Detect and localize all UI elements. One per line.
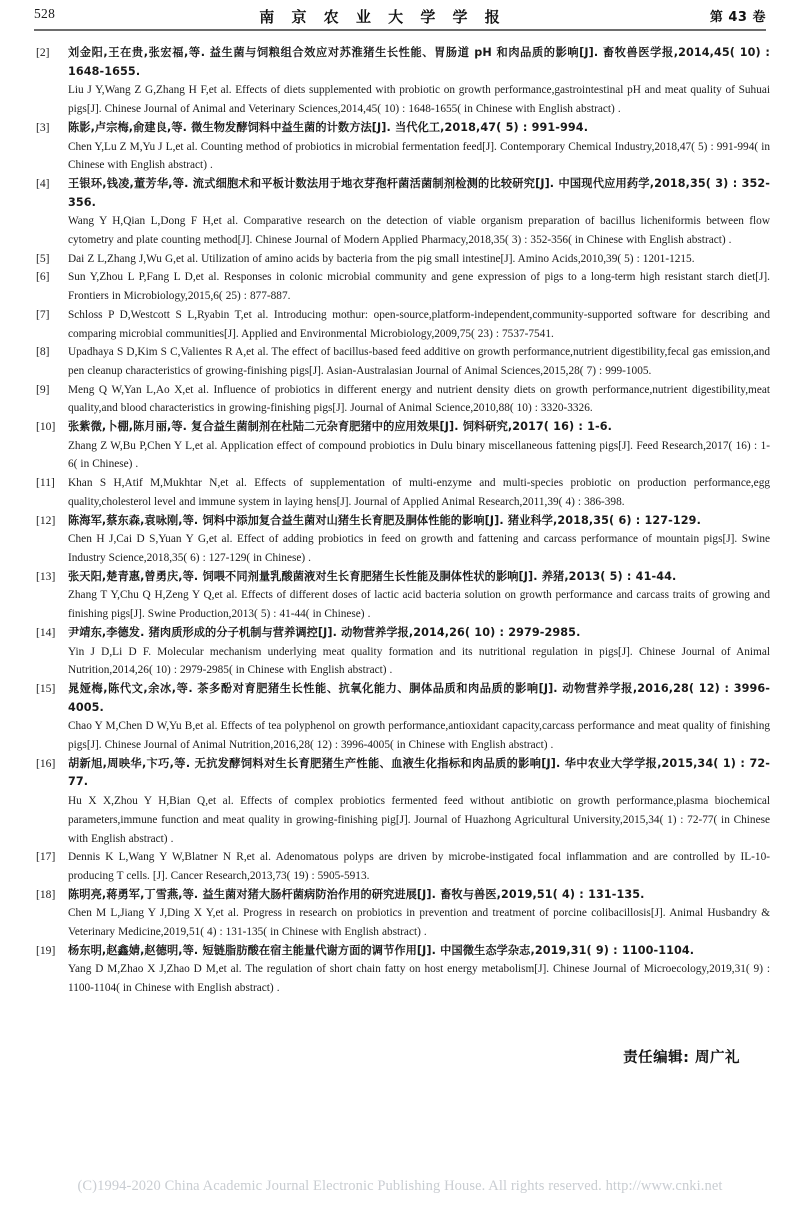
reference-entry xyxy=(34,175,770,250)
reference-body xyxy=(68,474,770,511)
reference-line-chinese: 刘金阳,王在贵,张宏福,等. 益生菌与饲粮组合效应对苏淮猪生长性能、胃肠道 pH 和肉品质的影响[J]. 畜牧兽医学报,2014,45( 10) : 1648-1655. xyxy=(68,46,770,78)
reference-entry xyxy=(34,512,770,568)
reference-line-chinese: 张紫微,卜棚,陈月丽,等. 复合益生菌制剂在杜陆二元杂育肥猪中的应用效果[J]. 饲料研究,2017( 16) : 1-6. xyxy=(68,420,612,434)
reference-entry xyxy=(34,755,770,849)
page-header xyxy=(34,6,766,30)
reference-line-english: Hu X X,Zhou Y H,Bian Q,et al. Effects of complex probiotics fermented feed without antibiotic on growth performance,plasma biochemical parameters,immune function and meat quality in growing-finishing pig[J]. Journal of Huazhong Agricultural University,2015,34( 1) : 72-77( in Chinese with English abstract) . xyxy=(68,795,770,845)
reference-line-chinese: 陈影,卢宗梅,俞建良,等. 微生物发酵饲料中益生菌的计数方法[J]. 当代化工,2018,47( 5) : 991-994. xyxy=(68,120,589,134)
reference-number: [2] xyxy=(36,46,50,59)
reference-body xyxy=(68,848,770,885)
reference-line-chinese: 王银环,钱凌,董芳华,等. 流式细胞术和平板计数法用于地衣芽孢杆菌活菌制剂检测的比较研究[J]. 中国现代应用药学,2018,35( 3) : 352-356. xyxy=(68,176,770,209)
reference-line-english: Liu J Y,Wang Z G,Zhang H F,et al. Effects of diets supplemented with probiotic on growth performance,gastrointestinal pH and meat quality of Suhuai pigs[J]. Chinese Journal of Animal and Veterinary Sciences,2014,45( 10) : 1648-1655( in Chinese with English abstract) . xyxy=(68,84,770,116)
cnki-watermark: (C)1994-2020 China Academic Journal Electronic Publishing House. All rights reserved. http://www.cnki.net xyxy=(77,1178,723,1194)
reference-entry xyxy=(34,848,770,885)
reference-body xyxy=(68,381,770,418)
responsible-editor: 责任编辑: 周广礼 xyxy=(623,1050,740,1066)
reference-line-english: Chen Y,Lu Z M,Yu J L,et al. Counting method of probiotics in microbial fermentation feed[J]. Contemporary Chemical Industry,2018,47( 5) : 991-994( in Chinese with English abstract) . xyxy=(68,140,770,172)
reference-number: [11] xyxy=(36,476,55,490)
reference-number: [6] xyxy=(36,270,50,284)
reference-body xyxy=(68,680,770,755)
reference-number: [4] xyxy=(36,176,50,190)
reference-entry xyxy=(34,624,770,680)
reference-body xyxy=(68,942,770,998)
reference-entry xyxy=(34,306,770,343)
reference-number: [7] xyxy=(36,307,50,321)
reference-entry xyxy=(34,680,770,755)
reference-body xyxy=(68,119,770,175)
reference-line-english: Chao Y M,Chen D W,Yu B,et al. Effects of tea polyphenol on growth performance,antioxidant capacity,carcass performance and meat quality of finishing pigs[J]. Chinese Journal of Animal Nutrition,2016,28( 12) : 3996-4005( in Chinese with English abstract) . xyxy=(68,720,770,752)
reference-entry xyxy=(34,942,770,998)
reference-line-chinese: 陈明亮,蒋勇军,丁雪燕,等. 益生菌对猪大肠杆菌病防治作用的研究进展[J]. 畜牧与兽医,2019,51( 4) : 131-135. xyxy=(68,887,645,901)
reference-line-english: Dennis K L,Wang Y W,Blatner N R,et al. Adenomatous polyps are driven by microbe-instigated focal inflammation and are controlled by IL-10-producing T cells. [J]. Cancer Research,2013,73( 19) : 5905-5913. xyxy=(68,851,770,882)
reference-list xyxy=(34,44,770,998)
reference-body xyxy=(68,44,770,119)
reference-line-english: Chen M L,Jiang Y J,Ding X Y,et al. Progress in research on probiotics in prevention and treatment of porcine colibacillosis[J]. Animal Husbandry & Veterinary Medicine,2019,51( 4) : 131-135( in Chinese with English abstract) . xyxy=(68,907,770,939)
reference-body xyxy=(68,624,770,680)
reference-body xyxy=(68,755,770,849)
reference-entry xyxy=(34,119,770,175)
reference-body xyxy=(68,250,770,269)
reference-entry xyxy=(34,343,770,380)
reference-body xyxy=(68,512,770,568)
reference-body xyxy=(68,343,770,380)
reference-number: [9] xyxy=(36,382,50,396)
reference-line-chinese: 尹靖东,李德发. 猪肉质形成的分子机制与营养调控[J]. 动物营养学报,2014,26( 10) : 2979-2985. xyxy=(68,625,581,639)
reference-line-english: Zhang T Y,Chu Q H,Zeng Y Q,et al. Effects of different doses of lactic acid bacteria solution on growth performance and carcass traits of growing and finishing pigs[J]. Swine Production,2013( 5) : 41-44( in Chinese) . xyxy=(68,589,770,621)
reference-entry xyxy=(34,474,770,511)
reference-line-chinese: 陈海军,蔡东森,袁咏刚,等. 饲料中添加复合益生菌对山猪生长育肥及胴体性能的影响[J]. 猪业科学,2018,35( 6) : 127-129. xyxy=(68,513,701,527)
reference-line-english: Sun Y,Zhou L P,Fang L D,et al. Responses in colonic microbial community and gene expression of pigs to a long-term high resistant starch diet[J]. Frontiers in Microbiology,2015,6( 25) : 877-887. xyxy=(68,271,770,303)
reference-body xyxy=(68,175,770,250)
volume-label: 第 43 卷 xyxy=(709,10,766,25)
reference-number: [3] xyxy=(36,120,50,134)
reference-number: [17] xyxy=(36,850,56,864)
reference-line-english: Wang Y H,Qian L,Dong F H,et al. Comparative research on the detection of viable organism preparation of bacillus licheniformis between flow cytometry and plate counting method[J]. Chinese Journal of Modern Applied Pharmacy,2018,35( 3) : 352-356( in Chinese with English abstract) . xyxy=(68,215,770,247)
reference-number: [5] xyxy=(36,251,50,265)
reference-line-english: Chen H J,Cai D S,Yuan Y G,et al. Effect of adding probiotics in feed on growth and fattening and carcass performance of mountain pigs[J]. Swine Industry Science,2018,35( 6) : 127-129( in Chinese) . xyxy=(68,533,770,564)
reference-line-chinese: 晁娅梅,陈代文,余冰,等. 茶多酚对育肥猪生长性能、抗氧化能力、胴体品质和肉品质的影响[J]. 动物营养学报,2016,28( 12) : 3996-4005. xyxy=(68,681,770,714)
reference-number: [13] xyxy=(36,569,56,583)
reference-line-english: Khan S H,Atif M,Mukhtar N,et al. Effects of supplementation of multi-enzyme and multi-species probiotic on production performance,egg quality,cholesterol level and immune system in laying hens[J]. Journal of Applied Animal Research,2011,39( 4) : 386-398. xyxy=(68,477,770,508)
reference-number: [12] xyxy=(36,513,56,527)
reference-line-chinese: 张天阳,楚青惠,曾勇庆,等. 饲喂不同剂量乳酸菌液对生长育肥猪生长性能及胴体性状的影响[J]. 养猪,2013( 5) : 41-44. xyxy=(68,569,677,583)
reference-body xyxy=(68,418,770,474)
header-divider xyxy=(34,29,766,31)
reference-line-english: Zhang Z W,Bu P,Chen Y L,et al. Application effect of compound probiotics in Dulu binary miscellaneous fattening pigs[J]. Feed Research,2017( 16) : 1-6( in Chinese) . xyxy=(68,439,770,471)
reference-line-chinese: 杨东明,赵鑫婧,赵德明,等. 短链脂肪酸在宿主能量代谢方面的调节作用[J]. 中国微生态学杂志,2019,31( 9) : 1100-1104. xyxy=(68,943,695,957)
reference-entry xyxy=(34,250,770,269)
reference-line-english: Yin J D,Li D F. Molecular mechanism underlying meat quality formation and its nutritional regulation in pigs[J]. Chinese Journal of Animal Nutrition,2014,26( 10) : 2979-2985( in Chinese with English abstract) . xyxy=(68,645,770,677)
reference-line-chinese: 胡新旭,周映华,卞巧,等. 无抗发酵饲料对生长育肥猪生产性能、血液生化指标和肉品质的影响[J]. 华中农业大学学报,2015,34( 1) : 72-77. xyxy=(68,756,770,789)
reference-number: [15] xyxy=(36,681,56,695)
reference-number: [19] xyxy=(36,943,56,957)
reference-number: [18] xyxy=(36,887,56,901)
reference-entry xyxy=(34,568,770,624)
reference-number: [14] xyxy=(36,625,56,639)
reference-entry xyxy=(34,886,770,942)
reference-body xyxy=(68,306,770,343)
journal-title: 南 京 农 业 大 学 学 报 xyxy=(259,8,506,26)
reference-body xyxy=(68,886,770,942)
reference-entry xyxy=(34,44,770,119)
reference-line-english: Yang D M,Zhao X J,Zhao D M,et al. The regulation of short chain fatty on host energy metabolism[J]. Chinese Journal of Microecology,2019,31( 9) : 1100-1104( in Chinese with English abstract) . xyxy=(68,963,770,995)
reference-body xyxy=(68,568,770,624)
reference-entry xyxy=(34,418,770,474)
reference-line-english: Upadhaya S D,Kim S C,Valientes R A,et al. The effect of bacillus-based feed additive on growth performance,nutrient digestibility,fecal gas emission,and pen cleanup characteristics of growing-finishing pigs[J]. Asian-Australasian Journal of Animal Sciences,2015,28( 7) : 999-1005. xyxy=(68,346,770,377)
reference-line-english: Schloss P D,Westcott S L,Ryabin T,et al. Introducing mothur: open-source,platform-independent,community-supported software for describing and comparing microbial communities[J]. Applied and Environmental Microbiology,2009,75( 23) : 7537-7541. xyxy=(68,308,770,340)
reference-entry xyxy=(34,381,770,418)
reference-entry xyxy=(34,268,770,305)
page-number: 528 xyxy=(34,6,56,21)
reference-number: [10] xyxy=(36,420,56,434)
reference-line-english: Meng Q W,Yan L,Ao X,et al. Influence of probiotics in different energy and nutrient density diets on growth performance,nutrient digestibility,meat quality,and blood characteristics in growing-finishing pigs[J]. Journal of Animal Science,2010,88( 10) : 3320-3326. xyxy=(68,383,770,415)
reference-number: [8] xyxy=(36,345,50,359)
reference-number: [16] xyxy=(36,756,56,770)
reference-line-english: Dai Z L,Zhang J,Wu G,et al. Utilization of amino acids by bacteria from the pig small intestine[J]. Amino Acids,2010,39( 5) : 1201-1215. xyxy=(68,252,695,265)
reference-body xyxy=(68,268,770,305)
